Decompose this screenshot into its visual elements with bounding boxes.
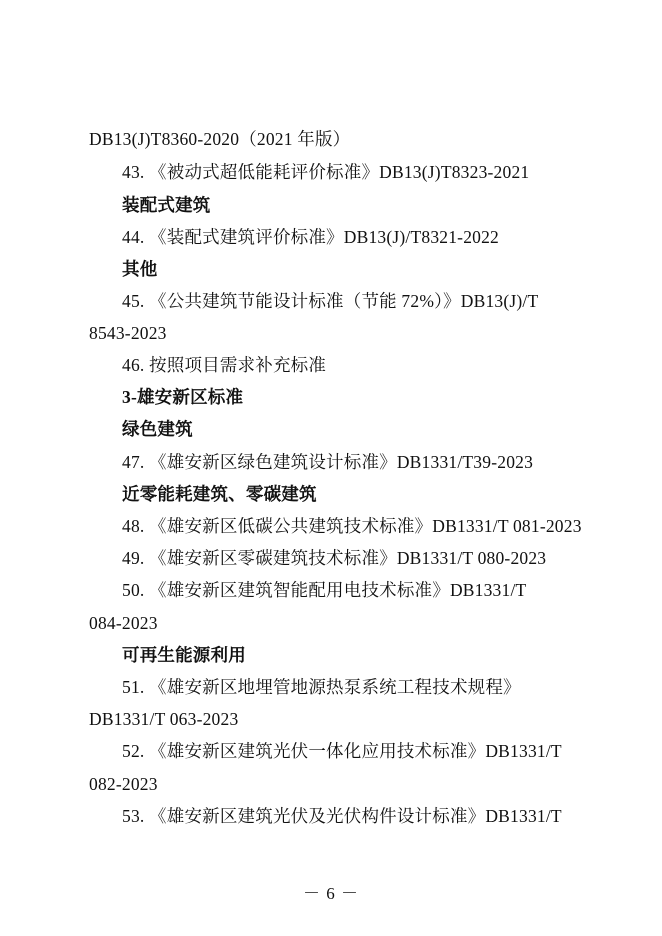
standard-item-49: 49. 《雄安新区零碳建筑技术标准》DB1331/T 080-2023	[122, 548, 547, 568]
standard-item-51: 51. 《雄安新区地埋管地源热泵系统工程技术规程》	[122, 677, 521, 697]
section-heading-other: 其他	[122, 259, 158, 279]
standard-item-44: 44. 《装配式建筑评价标准》DB13(J)/T8321-2022	[122, 227, 500, 247]
continuation-line: DB1331/T 063-2023	[89, 709, 239, 729]
standard-item-43: 43. 《被动式超低能耗评价标准》DB13(J)T8323-2021	[122, 162, 530, 182]
continuation-line: 084-2023	[89, 613, 158, 633]
standard-item-50: 50. 《雄安新区建筑智能配用电技术标准》DB1331/T	[122, 580, 527, 600]
standard-item-45: 45. 《公共建筑节能设计标准（节能 72%）》DB13(J)/T	[122, 291, 539, 311]
standard-item-52: 52. 《雄安新区建筑光伏一体化应用技术标准》DB1331/T	[122, 741, 562, 761]
standard-item-46: 46. 按照项目需求补充标准	[122, 355, 327, 375]
section-heading-near-zero: 近零能耗建筑、零碳建筑	[122, 484, 317, 504]
section-heading-prefabricated: 装配式建筑	[122, 195, 211, 215]
standard-item-48: 48. 《雄安新区低碳公共建筑技术标准》DB1331/T 081-2023	[122, 516, 582, 536]
standard-item-47: 47. 《雄安新区绿色建筑设计标准》DB1331/T39-2023	[122, 452, 534, 472]
page-number: － 6 －	[303, 884, 359, 903]
continuation-line: 8543-2023	[89, 323, 167, 343]
standard-item-53: 53. 《雄安新区建筑光伏及光伏构件设计标准》DB1331/T	[122, 806, 562, 826]
section-heading-xiongan: 3-雄安新区标准	[122, 387, 244, 407]
section-heading-green-building: 绿色建筑	[122, 419, 193, 439]
continuation-line: DB13(J)T8360-2020（2021 年版）	[89, 129, 351, 149]
section-heading-renewable: 可再生能源利用	[122, 645, 246, 665]
continuation-line: 082-2023	[89, 774, 158, 794]
